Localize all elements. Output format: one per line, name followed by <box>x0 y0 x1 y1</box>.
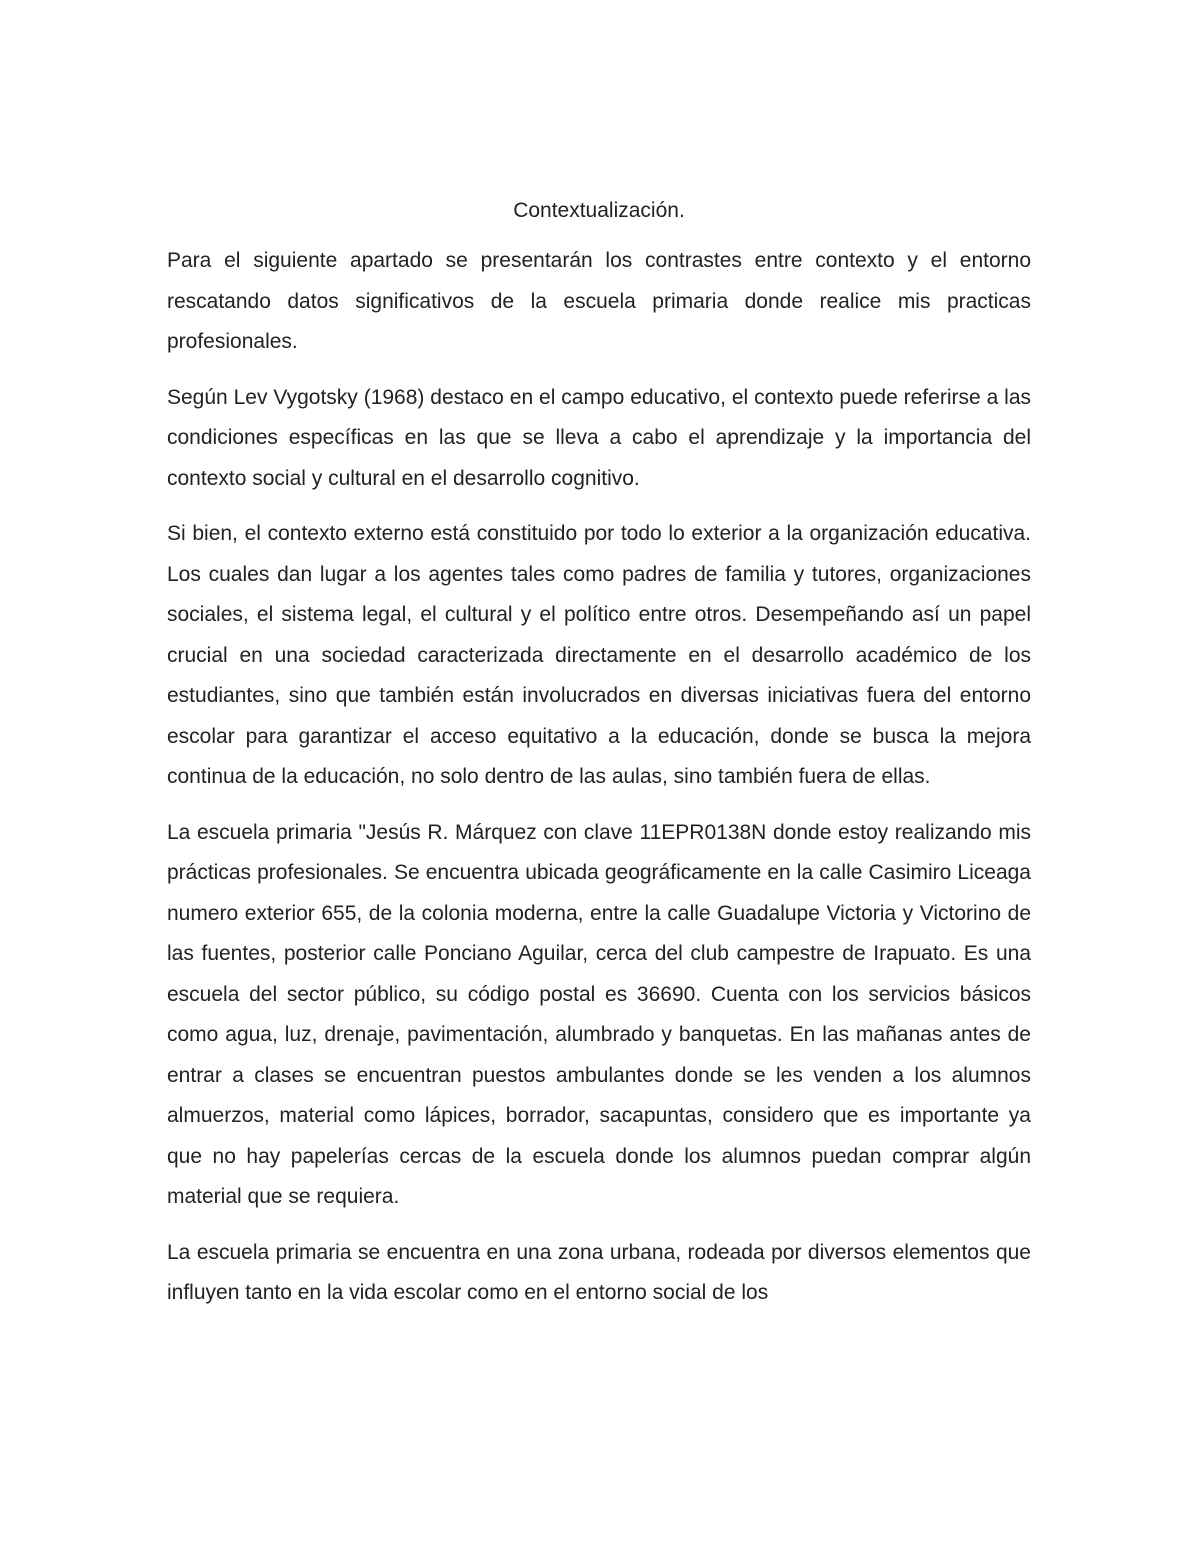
document-body <box>167 196 1031 1329</box>
paragraph-school-location: La escuela primaria "Jesús R. Márquez con clave 11EPR0138N donde estoy realizando mis prácticas profesionales. Se encuentra ubicada geográficamente en la calle Casimiro Liceaga numero exterior 655, de la colonia moderna, entre la calle Guadalupe Victoria y Victorino de las fuentes, posterior calle Ponciano Aguilar, cerca del club campestre de Irapuato. Es una escuela del sector público, su código postal es 36690. Cuenta con los servicios básicos como agua, luz, drenaje, pavimentación, alumbrado y banquetas. En las mañanas antes de entrar a clases se encuentran puestos ambulantes donde se les venden a los alumnos almuerzos, material como lápices, borrador, sacapuntas, considero que es importante ya que no hay papelerías cercas de la escuela donde los alumnos puedan comprar algún material que se requiera. <box>167 820 1031 1208</box>
document-title: Contextualización. <box>513 199 685 222</box>
paragraph-urban-zone: La escuela primaria se encuentra en una zona urbana, rodeada por diversos elementos que influyen tanto en la vida escolar como en el entorno social de los <box>167 1240 1031 1304</box>
paragraph-external-context: Si bien, el contexto externo está constituido por todo lo exterior a la organización educativa. Los cuales dan lugar a los agentes tales como padres de familia y tutores, organizaciones sociales, el sistema legal, el cultural y el político entre otros. Desempeñando así un papel crucial en una sociedad caracterizada directamente en el desarrollo académico de los estudiantes, sino que también están involucrados en diversas iniciativas fuera del entorno escolar para garantizar el acceso equitativo a la educación, donde se busca la mejora continua de la educación, no solo dentro de las aulas, sino también fuera de ellas. <box>167 522 1031 788</box>
paragraph-vygotsky: Según Lev Vygotsky (1968) destaco en el campo educativo, el contexto puede referirse a las condiciones específicas en las que se lleva a cabo el aprendizaje y la importancia del contexto social y cultural en el desarrollo cognitivo. <box>167 385 1031 490</box>
paragraph-intro: Para el siguiente apartado se presentarán los contrastes entre contexto y el entorno rescatando datos significativos de la escuela primaria donde realice mis practicas profesionales. <box>167 249 1031 353</box>
